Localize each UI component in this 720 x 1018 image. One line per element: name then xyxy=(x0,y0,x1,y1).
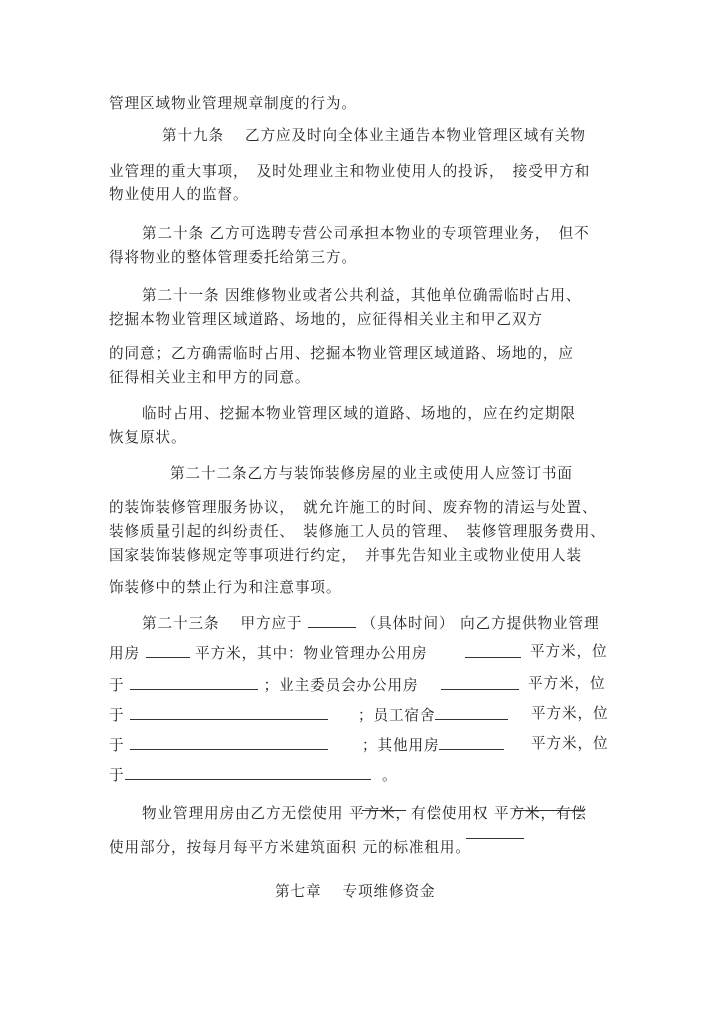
paragraph-line: 业管理的重大事项， 及时处理业主和物业使用人的投诉， 接受甲方和 xyxy=(109,163,591,180)
location-blank xyxy=(130,735,328,750)
text: 平方米，位 xyxy=(531,735,609,752)
dorm-label xyxy=(358,705,508,725)
text: 物业管理用房由乙方无偿使用 xyxy=(142,805,344,822)
committee-area-blank xyxy=(441,675,519,695)
text: 使用部分，按每月每平方米建筑面积 xyxy=(109,839,357,856)
paragraph-line: 的同意；乙方确需临时占用、挖掘本物业管理区域道路、场地的，应 xyxy=(109,345,574,362)
other-area-blank xyxy=(439,735,504,750)
location-blank xyxy=(130,705,328,720)
text: 于 xyxy=(109,737,125,754)
text: 用房 xyxy=(109,645,140,662)
paragraph-line: 装修质量引起的纠纷责任、 装修施工人员的管理、 装修管理服务费用、 xyxy=(109,523,606,540)
other-label xyxy=(362,735,504,755)
paragraph-line: 的装饰装修管理服务协议， 就允许施工的时间、废弃物的清运与处置、 xyxy=(109,499,598,516)
text: （具体时间） xyxy=(361,615,455,632)
text: 平方米，位 xyxy=(530,643,608,660)
article-23-line-1 xyxy=(142,613,600,633)
text: 平方米，有偿 xyxy=(493,805,587,822)
text: 平方米，位 xyxy=(528,675,606,692)
dorm-area-blank xyxy=(435,705,508,720)
underline xyxy=(466,838,524,839)
paragraph-line: 恢复原状。 xyxy=(109,429,187,446)
text: 。 xyxy=(382,767,398,784)
paragraph-line: 物业使用人的监督。 xyxy=(109,186,249,203)
area-blank xyxy=(146,643,190,658)
chapter-heading: 第七章 专项维修资金 xyxy=(275,883,436,900)
article-23-line-6 xyxy=(109,765,398,785)
article-22-line: 第二十二条乙方与装饰装修房屋的业主或使用人应签订书面 xyxy=(170,465,573,482)
paragraph-line: 国家装饰装修规定等事项进行约定， 并事先告知业主或物业使用人装 xyxy=(109,547,583,564)
text: 平方米，其中：物业管理办公用房 xyxy=(195,645,428,662)
text: 于 xyxy=(109,707,125,724)
text: 平方米，有偿使用权 xyxy=(348,805,489,822)
text: 于 xyxy=(109,677,125,694)
text: 第二十三条 甲方应于 xyxy=(142,615,303,632)
underline xyxy=(514,810,584,811)
paragraph-line: 临时占用、挖掘本物业管理区域的道路、场地的，应在约定期限 xyxy=(142,405,576,422)
article-23-line-2b xyxy=(465,643,521,663)
article-23-line-2 xyxy=(109,643,428,663)
text: 于 xyxy=(109,767,125,784)
text: ；业主委员会办公用房 xyxy=(263,677,419,694)
office-area-blank xyxy=(465,643,521,658)
text: ；其他用房 xyxy=(362,737,440,754)
text: ；员工宿舍 xyxy=(358,707,436,724)
paragraph-line: 管理区域物业管理规章制度的行为。 xyxy=(109,95,357,112)
article-23-line-5 xyxy=(109,735,328,755)
location-blank xyxy=(130,675,258,690)
paragraph-line: 饰装修中的禁止行为和注意事项。 xyxy=(109,579,342,596)
article-20-line: 第二十条 乙方可选聘专营公司承担本物业的专项管理业务， 但不 xyxy=(142,225,590,242)
usage-line-2 xyxy=(109,839,471,857)
usage-line-1 xyxy=(142,805,587,823)
time-blank xyxy=(308,613,356,628)
location-blank xyxy=(125,765,371,780)
text: 向乙方提供物业管理 xyxy=(460,615,600,632)
text: 元的标准租用。 xyxy=(362,839,471,856)
article-21-line: 第二十一条 因维修物业或者公共利益，其他单位确需临时占用、 xyxy=(142,287,582,304)
paragraph-line: 挖掘本物业管理区域道路、场地的，应征得相关业主和甲乙双方 xyxy=(109,311,543,328)
paragraph-line: 征得相关业主和甲方的同意。 xyxy=(109,369,311,386)
article-23-line-3 xyxy=(109,675,419,695)
text: 平方米，位 xyxy=(531,705,609,722)
underline xyxy=(362,810,406,811)
paragraph-line: 得将物业的整体管理委托给第三方。 xyxy=(109,249,357,266)
article-19-heading-line: 第十九条 乙方应及时向全体业主通告本物业管理区域有关物 xyxy=(162,127,586,144)
article-23-line-4 xyxy=(109,705,328,725)
